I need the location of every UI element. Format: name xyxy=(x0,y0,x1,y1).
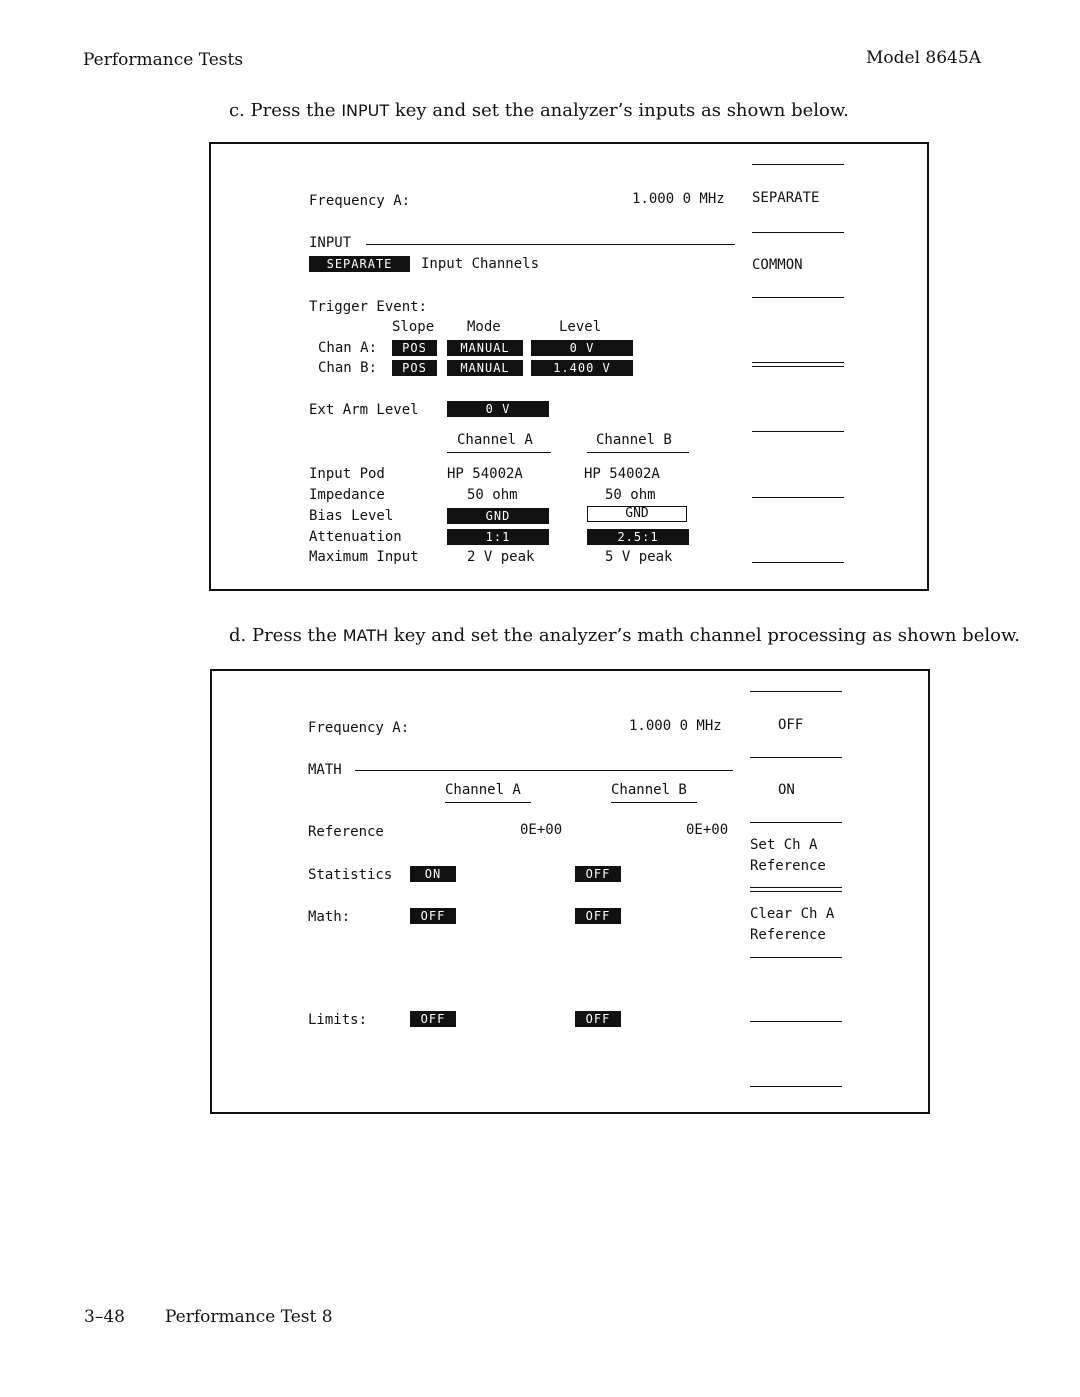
input-screen xyxy=(209,142,929,591)
step-c-instruction xyxy=(229,100,849,121)
running-header-left: Performance Tests xyxy=(83,50,244,70)
softkey-rule xyxy=(750,887,842,892)
footer-title: Performance Test 8 xyxy=(165,1307,333,1327)
softkey-off[interactable]: OFF xyxy=(778,717,804,733)
math-a-field[interactable]: OFF xyxy=(410,908,456,924)
softkey-rule xyxy=(750,1086,842,1087)
input-pod-a: HP 54002A xyxy=(447,466,523,482)
reference-label: Reference xyxy=(308,824,384,840)
impedance-b: 50 ohm xyxy=(605,487,656,503)
chan-b-slope-field[interactable]: POS xyxy=(392,360,437,376)
math-label: Math: xyxy=(308,909,351,925)
softkey-rule xyxy=(750,957,842,958)
softkey-separate[interactable]: SEPARATE xyxy=(752,190,820,206)
math-screen xyxy=(210,669,930,1114)
attenuation-a-field[interactable]: 1:1 xyxy=(447,529,549,545)
softkey-rule xyxy=(752,497,844,498)
impedance-a: 50 ohm xyxy=(467,487,518,503)
reference-a-value: 0E+00 xyxy=(520,822,563,838)
maximum-input-b: 5 V peak xyxy=(605,549,673,565)
softkey-rule xyxy=(750,1021,842,1022)
level-column-header: Level xyxy=(559,319,602,335)
channel-a-header-rule xyxy=(447,452,551,453)
reference-b-value: 0E+00 xyxy=(686,822,729,838)
softkey-rule xyxy=(750,822,842,823)
input-section-title: INPUT xyxy=(309,235,352,251)
softkey-rule xyxy=(752,362,844,367)
separate-field[interactable]: SEPARATE xyxy=(309,256,410,272)
channel-b-header-rule xyxy=(587,452,689,453)
maximum-input-a: 2 V peak xyxy=(467,549,535,565)
softkey-rule xyxy=(750,757,842,758)
input-pod-label: Input Pod xyxy=(309,466,385,482)
bias-level-b-field[interactable]: GND xyxy=(587,506,687,522)
channel-a-header: Channel A xyxy=(457,432,533,448)
ext-arm-level-field[interactable]: 0 V xyxy=(447,401,549,417)
chan-a-level-field[interactable]: 0 V xyxy=(531,340,633,356)
bias-level-a-field[interactable]: GND xyxy=(447,508,549,524)
chan-b-level-field[interactable]: 1.400 V xyxy=(531,360,633,376)
softkey-rule xyxy=(752,562,844,563)
ext-arm-level-label: Ext Arm Level xyxy=(309,402,419,418)
statistics-b-field[interactable]: OFF xyxy=(575,866,621,882)
step-d-prefix: d. Press the xyxy=(229,625,338,646)
input-key-name: INPUT xyxy=(341,101,390,120)
math-b-field[interactable]: OFF xyxy=(575,908,621,924)
softkey-set-ch-a-reference-line1[interactable]: Set Ch A xyxy=(750,837,818,853)
frequency-label: Frequency A: xyxy=(309,193,411,209)
chan-a-slope-field[interactable]: POS xyxy=(392,340,437,356)
softkey-clear-ch-a-reference-line1[interactable]: Clear Ch A xyxy=(750,906,835,922)
slope-column-header: Slope xyxy=(392,319,435,335)
channel-b-header: Channel B xyxy=(596,432,672,448)
maximum-input-label: Maximum Input xyxy=(309,549,419,565)
step-d-instruction xyxy=(229,625,1020,646)
softkey-rule xyxy=(752,232,844,233)
statistics-label: Statistics xyxy=(308,867,393,883)
mode-column-header: Mode xyxy=(467,319,501,335)
step-c-suffix: key and set the analyzer’s inputs as shown below. xyxy=(394,100,849,121)
frequency-value: 1.000 0 MHz xyxy=(632,191,725,207)
channel-a-header-rule xyxy=(445,802,531,803)
chan-b-mode-field[interactable]: MANUAL xyxy=(447,360,523,376)
page-number: 3–48 xyxy=(84,1307,125,1327)
math-section-rule xyxy=(355,770,733,771)
channel-a-header: Channel A xyxy=(445,782,521,798)
input-section-rule xyxy=(366,244,735,245)
softkey-rule xyxy=(752,164,844,165)
step-c-prefix: c. Press the xyxy=(229,100,336,121)
attenuation-b-field[interactable]: 2.5:1 xyxy=(587,529,689,545)
input-channels-label: Input Channels xyxy=(421,256,540,272)
softkey-set-ch-a-reference-line2[interactable]: Reference xyxy=(750,858,826,874)
trigger-event-label: Trigger Event: xyxy=(309,299,428,315)
softkey-rule xyxy=(752,297,844,298)
frequency-value: 1.000 0 MHz xyxy=(629,718,722,734)
math-section-title: MATH xyxy=(308,762,342,778)
frequency-label: Frequency A: xyxy=(308,720,410,736)
limits-b-field[interactable]: OFF xyxy=(575,1011,621,1027)
softkey-clear-ch-a-reference-line2[interactable]: Reference xyxy=(750,927,826,943)
statistics-a-field[interactable]: ON xyxy=(410,866,456,882)
attenuation-label: Attenuation xyxy=(309,529,402,545)
channel-b-header-rule xyxy=(611,802,697,803)
softkey-rule xyxy=(750,691,842,692)
input-pod-b: HP 54002A xyxy=(584,466,660,482)
chan-a-label: Chan A: xyxy=(318,340,378,356)
chan-a-mode-field[interactable]: MANUAL xyxy=(447,340,523,356)
softkey-on[interactable]: ON xyxy=(778,782,795,798)
limits-a-field[interactable]: OFF xyxy=(410,1011,456,1027)
bias-level-label: Bias Level xyxy=(309,508,394,524)
chan-b-label: Chan B: xyxy=(318,360,378,376)
limits-label: Limits: xyxy=(308,1012,368,1028)
running-header-right: Model 8645A xyxy=(866,48,981,68)
step-d-suffix: key and set the analyzer’s math channel processing as shown below. xyxy=(393,625,1020,646)
softkey-rule xyxy=(752,431,844,432)
channel-b-header: Channel B xyxy=(611,782,687,798)
softkey-common[interactable]: COMMON xyxy=(752,257,803,273)
math-key-name: MATH xyxy=(342,626,389,645)
impedance-label: Impedance xyxy=(309,487,385,503)
